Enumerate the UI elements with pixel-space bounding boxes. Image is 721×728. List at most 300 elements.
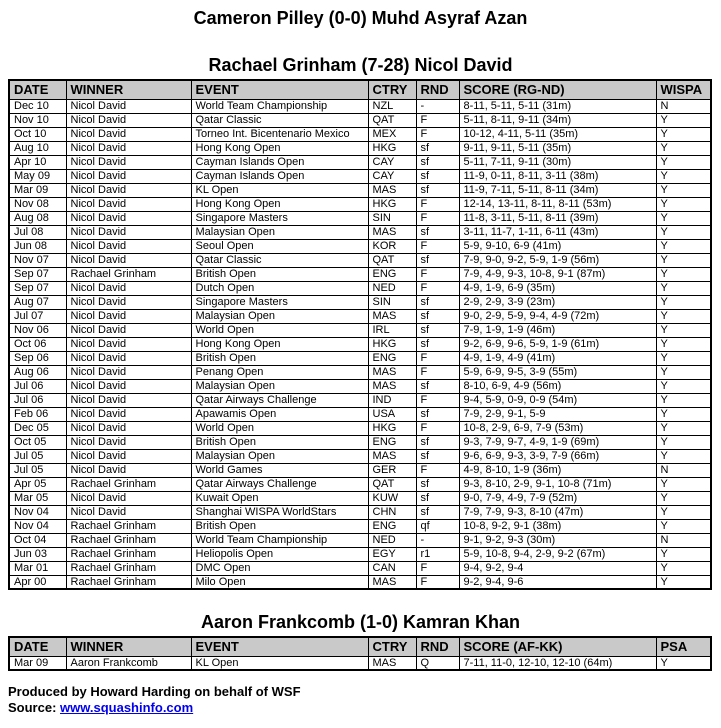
cell-sanction: Y: [656, 239, 711, 253]
table-row: [9, 421, 711, 435]
cell-event: Qatar Classic: [191, 253, 368, 267]
cell-rnd: sf: [416, 435, 459, 449]
source-line: [8, 700, 721, 716]
cell-event: World Games: [191, 463, 368, 477]
cell-ctry: EGY: [368, 547, 416, 561]
cell-score: 5-11, 7-11, 9-11 (30m): [459, 155, 656, 169]
cell-rnd: sf: [416, 309, 459, 323]
cell-rnd: sf: [416, 337, 459, 351]
column-header-ctry: CTRY: [368, 637, 416, 656]
table-row: [9, 365, 711, 379]
cell-sanction: Y: [656, 393, 711, 407]
table-row: [9, 449, 711, 463]
table-row: [9, 169, 711, 183]
cell-score: 10-12, 4-11, 5-11 (35m): [459, 127, 656, 141]
cell-ctry: MAS: [368, 225, 416, 239]
cell-ctry: MAS: [368, 575, 416, 589]
cell-score: 7-9, 4-9, 9-3, 10-8, 9-1 (87m): [459, 267, 656, 281]
cell-date: Apr 10: [9, 155, 66, 169]
footer: [8, 684, 721, 716]
cell-winner: Nicol David: [66, 225, 191, 239]
cell-event: World Team Championship: [191, 99, 368, 113]
cell-date: Oct 10: [9, 127, 66, 141]
column-header-sanction: WISPA: [656, 80, 711, 99]
cell-ctry: NED: [368, 281, 416, 295]
cell-ctry: USA: [368, 407, 416, 421]
cell-sanction: Y: [656, 365, 711, 379]
cell-ctry: QAT: [368, 113, 416, 127]
table-row: [9, 99, 711, 113]
cell-date: Nov 08: [9, 197, 66, 211]
cell-winner: Nicol David: [66, 463, 191, 477]
cell-event: British Open: [191, 519, 368, 533]
cell-event: Malaysian Open: [191, 379, 368, 393]
column-header-score: SCORE (RG-ND): [459, 80, 656, 99]
cell-winner: Nicol David: [66, 379, 191, 393]
table-row: [9, 295, 711, 309]
cell-date: Jun 03: [9, 547, 66, 561]
cell-ctry: SIN: [368, 295, 416, 309]
cell-winner: Aaron Frankcomb: [66, 656, 191, 670]
cell-date: Dec 10: [9, 99, 66, 113]
cell-rnd: sf: [416, 141, 459, 155]
head-to-head-tables: [0, 55, 721, 671]
table-row: [9, 141, 711, 155]
cell-event: British Open: [191, 435, 368, 449]
cell-date: Apr 00: [9, 575, 66, 589]
table-row: [9, 239, 711, 253]
cell-score: 11-9, 7-11, 5-11, 8-11 (34m): [459, 183, 656, 197]
cell-event: Malaysian Open: [191, 449, 368, 463]
cell-rnd: F: [416, 239, 459, 253]
cell-sanction: Y: [656, 211, 711, 225]
cell-score: 7-11, 11-0, 12-10, 12-10 (64m): [459, 656, 656, 670]
column-header-winner: WINNER: [66, 637, 191, 656]
h2h-table: [8, 79, 712, 590]
cell-event: KL Open: [191, 656, 368, 670]
cell-sanction: Y: [656, 656, 711, 670]
table-row: [9, 491, 711, 505]
cell-rnd: F: [416, 281, 459, 295]
cell-winner: Rachael Grinham: [66, 519, 191, 533]
cell-ctry: MAS: [368, 656, 416, 670]
cell-date: Jul 07: [9, 309, 66, 323]
cell-date: Aug 07: [9, 295, 66, 309]
table-row: [9, 656, 711, 670]
cell-rnd: r1: [416, 547, 459, 561]
cell-winner: Nicol David: [66, 407, 191, 421]
cell-rnd: F: [416, 113, 459, 127]
cell-rnd: sf: [416, 407, 459, 421]
cell-date: Oct 06: [9, 337, 66, 351]
cell-score: 7-9, 1-9, 1-9 (46m): [459, 323, 656, 337]
cell-rnd: sf: [416, 477, 459, 491]
cell-winner: Rachael Grinham: [66, 575, 191, 589]
document-page: [0, 8, 721, 716]
cell-winner: Rachael Grinham: [66, 547, 191, 561]
table-row: [9, 309, 711, 323]
cell-event: World Open: [191, 323, 368, 337]
cell-winner: Nicol David: [66, 393, 191, 407]
cell-event: Malaysian Open: [191, 225, 368, 239]
cell-rnd: F: [416, 393, 459, 407]
cell-ctry: CAY: [368, 155, 416, 169]
table-row: [9, 561, 711, 575]
cell-sanction: Y: [656, 477, 711, 491]
cell-sanction: Y: [656, 505, 711, 519]
column-header-event: EVENT: [191, 637, 368, 656]
cell-date: Aug 08: [9, 211, 66, 225]
cell-rnd: sf: [416, 169, 459, 183]
cell-sanction: Y: [656, 547, 711, 561]
cell-rnd: F: [416, 561, 459, 575]
column-header-rnd: RND: [416, 80, 459, 99]
cell-ctry: IND: [368, 393, 416, 407]
cell-winner: Nicol David: [66, 309, 191, 323]
produced-by-text: Produced by Howard Harding on behalf of WSF: [8, 684, 301, 699]
table-row: [9, 435, 711, 449]
table-row: [9, 197, 711, 211]
cell-rnd: Q: [416, 656, 459, 670]
cell-score: 9-2, 6-9, 9-6, 5-9, 1-9 (61m): [459, 337, 656, 351]
cell-rnd: -: [416, 533, 459, 547]
cell-ctry: MEX: [368, 127, 416, 141]
cell-winner: Nicol David: [66, 295, 191, 309]
cell-winner: Nicol David: [66, 449, 191, 463]
cell-rnd: -: [416, 99, 459, 113]
cell-date: Nov 10: [9, 113, 66, 127]
table-row: [9, 225, 711, 239]
cell-sanction: Y: [656, 141, 711, 155]
table-row: [9, 155, 711, 169]
cell-event: Apawamis Open: [191, 407, 368, 421]
cell-winner: Nicol David: [66, 351, 191, 365]
cell-sanction: Y: [656, 435, 711, 449]
cell-winner: Nicol David: [66, 281, 191, 295]
cell-ctry: QAT: [368, 477, 416, 491]
cell-rnd: F: [416, 575, 459, 589]
cell-rnd: F: [416, 267, 459, 281]
cell-sanction: Y: [656, 491, 711, 505]
cell-score: 10-8, 2-9, 6-9, 7-9 (53m): [459, 421, 656, 435]
cell-rnd: F: [416, 365, 459, 379]
cell-rnd: sf: [416, 253, 459, 267]
cell-winner: Nicol David: [66, 183, 191, 197]
cell-winner: Nicol David: [66, 155, 191, 169]
cell-date: Jun 08: [9, 239, 66, 253]
cell-event: Torneo Int. Bicentenario Mexico: [191, 127, 368, 141]
cell-score: 9-0, 7-9, 4-9, 7-9 (52m): [459, 491, 656, 505]
cell-date: Aug 10: [9, 141, 66, 155]
table-row: [9, 547, 711, 561]
cell-sanction: Y: [656, 309, 711, 323]
cell-winner: Nicol David: [66, 211, 191, 225]
cell-ctry: QAT: [368, 253, 416, 267]
cell-winner: Rachael Grinham: [66, 477, 191, 491]
cell-ctry: MAS: [368, 379, 416, 393]
cell-score: 8-10, 6-9, 4-9 (56m): [459, 379, 656, 393]
source-label: Source:: [8, 700, 61, 715]
cell-rnd: sf: [416, 505, 459, 519]
cell-score: 9-2, 9-4, 9-6: [459, 575, 656, 589]
cell-date: Jul 08: [9, 225, 66, 239]
cell-score: 5-9, 6-9, 9-5, 3-9 (55m): [459, 365, 656, 379]
cell-score: 3-11, 11-7, 1-11, 6-11 (43m): [459, 225, 656, 239]
cell-date: Aug 06: [9, 365, 66, 379]
cell-event: World Team Championship: [191, 533, 368, 547]
cell-winner: Nicol David: [66, 99, 191, 113]
cell-score: 11-8, 3-11, 5-11, 8-11 (39m): [459, 211, 656, 225]
cell-score: 4-9, 8-10, 1-9 (36m): [459, 463, 656, 477]
cell-sanction: Y: [656, 155, 711, 169]
column-header-winner: WINNER: [66, 80, 191, 99]
cell-rnd: sf: [416, 155, 459, 169]
cell-ctry: NED: [368, 533, 416, 547]
table-row: [9, 575, 711, 589]
cell-event: Milo Open: [191, 575, 368, 589]
cell-sanction: Y: [656, 113, 711, 127]
cell-sanction: Y: [656, 225, 711, 239]
cell-score: 5-9, 9-10, 6-9 (41m): [459, 239, 656, 253]
cell-sanction: Y: [656, 379, 711, 393]
cell-score: 12-14, 13-11, 8-11, 8-11 (53m): [459, 197, 656, 211]
cell-ctry: KUW: [368, 491, 416, 505]
cell-winner: Nicol David: [66, 421, 191, 435]
cell-winner: Rachael Grinham: [66, 533, 191, 547]
cell-score: 9-4, 9-2, 9-4: [459, 561, 656, 575]
cell-rnd: F: [416, 351, 459, 365]
cell-date: Mar 09: [9, 183, 66, 197]
cell-sanction: N: [656, 463, 711, 477]
cell-date: Oct 04: [9, 533, 66, 547]
cell-date: Nov 04: [9, 519, 66, 533]
cell-event: Hong Kong Open: [191, 337, 368, 351]
cell-sanction: Y: [656, 295, 711, 309]
table-row: [9, 323, 711, 337]
cell-ctry: CAY: [368, 169, 416, 183]
cell-ctry: MAS: [368, 365, 416, 379]
cell-date: Jul 06: [9, 379, 66, 393]
cell-sanction: Y: [656, 561, 711, 575]
cell-event: Singapore Masters: [191, 295, 368, 309]
cell-date: Sep 07: [9, 281, 66, 295]
cell-score: 8-11, 5-11, 5-11 (31m): [459, 99, 656, 113]
cell-date: Sep 07: [9, 267, 66, 281]
table-row: [9, 393, 711, 407]
table-row: [9, 127, 711, 141]
cell-event: Heliopolis Open: [191, 547, 368, 561]
h2h-table: [8, 636, 712, 671]
cell-ctry: HKG: [368, 141, 416, 155]
cell-sanction: N: [656, 99, 711, 113]
table-row: [9, 379, 711, 393]
cell-event: Cayman Islands Open: [191, 169, 368, 183]
cell-sanction: Y: [656, 253, 711, 267]
cell-event: Qatar Classic: [191, 113, 368, 127]
cell-date: Jul 05: [9, 463, 66, 477]
cell-date: May 09: [9, 169, 66, 183]
cell-ctry: ENG: [368, 351, 416, 365]
cell-rnd: sf: [416, 183, 459, 197]
cell-sanction: Y: [656, 323, 711, 337]
page-title: Cameron Pilley (0-0) Muhd Asyraf Azan: [193, 8, 528, 28]
cell-event: Shanghai WISPA WorldStars: [191, 505, 368, 519]
cell-ctry: ENG: [368, 435, 416, 449]
cell-ctry: HKG: [368, 197, 416, 211]
table-row: [9, 211, 711, 225]
cell-date: Apr 05: [9, 477, 66, 491]
cell-winner: Nicol David: [66, 323, 191, 337]
cell-score: 9-3, 7-9, 9-7, 4-9, 1-9 (69m): [459, 435, 656, 449]
cell-date: Jul 06: [9, 393, 66, 407]
cell-score: 10-8, 9-2, 9-1 (38m): [459, 519, 656, 533]
cell-winner: Nicol David: [66, 253, 191, 267]
cell-rnd: sf: [416, 295, 459, 309]
cell-date: Mar 01: [9, 561, 66, 575]
cell-sanction: N: [656, 533, 711, 547]
column-header-date: DATE: [9, 80, 66, 99]
cell-ctry: MAS: [368, 183, 416, 197]
cell-ctry: NZL: [368, 99, 416, 113]
cell-score: 9-1, 9-2, 9-3 (30m): [459, 533, 656, 547]
table-row: [9, 351, 711, 365]
cell-event: Cayman Islands Open: [191, 155, 368, 169]
cell-date: Nov 04: [9, 505, 66, 519]
cell-date: Dec 05: [9, 421, 66, 435]
cell-sanction: Y: [656, 449, 711, 463]
cell-ctry: ENG: [368, 519, 416, 533]
cell-sanction: Y: [656, 337, 711, 351]
cell-ctry: GER: [368, 463, 416, 477]
cell-rnd: sf: [416, 449, 459, 463]
column-header-ctry: CTRY: [368, 80, 416, 99]
column-header-sanction: PSA: [656, 637, 711, 656]
table-row: [9, 183, 711, 197]
column-header-rnd: RND: [416, 637, 459, 656]
cell-rnd: F: [416, 127, 459, 141]
table-row: [9, 505, 711, 519]
table-row: [9, 407, 711, 421]
cell-ctry: IRL: [368, 323, 416, 337]
table-title: Aaron Frankcomb (1-0) Kamran Khan: [200, 612, 521, 632]
cell-sanction: Y: [656, 197, 711, 211]
cell-score: 11-9, 0-11, 8-11, 3-11 (38m): [459, 169, 656, 183]
table-row: [9, 533, 711, 547]
cell-rnd: sf: [416, 491, 459, 505]
table-row: [9, 113, 711, 127]
table-row: [9, 519, 711, 533]
cell-ctry: CAN: [368, 561, 416, 575]
cell-winner: Nicol David: [66, 365, 191, 379]
cell-event: British Open: [191, 351, 368, 365]
cell-event: Penang Open: [191, 365, 368, 379]
cell-winner: Nicol David: [66, 127, 191, 141]
cell-event: World Open: [191, 421, 368, 435]
cell-event: Qatar Airways Challenge: [191, 393, 368, 407]
cell-winner: Nicol David: [66, 141, 191, 155]
cell-score: 7-9, 2-9, 9-1, 5-9: [459, 407, 656, 421]
cell-score: 9-11, 9-11, 5-11 (35m): [459, 141, 656, 155]
cell-event: Qatar Airways Challenge: [191, 477, 368, 491]
cell-score: 7-9, 7-9, 9-3, 8-10 (47m): [459, 505, 656, 519]
cell-winner: Nicol David: [66, 113, 191, 127]
cell-date: Oct 05: [9, 435, 66, 449]
table-row: [9, 477, 711, 491]
cell-event: KL Open: [191, 183, 368, 197]
column-header-date: DATE: [9, 637, 66, 656]
cell-rnd: sf: [416, 323, 459, 337]
cell-sanction: Y: [656, 183, 711, 197]
header-row: [9, 637, 711, 656]
cell-winner: Nicol David: [66, 337, 191, 351]
cell-event: Dutch Open: [191, 281, 368, 295]
cell-score: 4-9, 1-9, 4-9 (41m): [459, 351, 656, 365]
cell-score: 2-9, 2-9, 3-9 (23m): [459, 295, 656, 309]
cell-event: Malaysian Open: [191, 309, 368, 323]
cell-event: Kuwait Open: [191, 491, 368, 505]
cell-date: Nov 07: [9, 253, 66, 267]
cell-rnd: F: [416, 211, 459, 225]
cell-score: 5-11, 8-11, 9-11 (34m): [459, 113, 656, 127]
source-link[interactable]: www.squashinfo.com: [60, 700, 194, 715]
cell-ctry: CHN: [368, 505, 416, 519]
cell-ctry: KOR: [368, 239, 416, 253]
cell-date: Mar 05: [9, 491, 66, 505]
cell-event: British Open: [191, 267, 368, 281]
cell-rnd: sf: [416, 225, 459, 239]
cell-date: Nov 06: [9, 323, 66, 337]
cell-event: Hong Kong Open: [191, 197, 368, 211]
cell-ctry: SIN: [368, 211, 416, 225]
cell-date: Sep 06: [9, 351, 66, 365]
cell-winner: Nicol David: [66, 435, 191, 449]
cell-ctry: ENG: [368, 267, 416, 281]
cell-score: 9-4, 5-9, 0-9, 0-9 (54m): [459, 393, 656, 407]
cell-rnd: F: [416, 463, 459, 477]
cell-ctry: HKG: [368, 421, 416, 435]
cell-score: 7-9, 9-0, 9-2, 5-9, 1-9 (56m): [459, 253, 656, 267]
cell-score: 9-6, 6-9, 9-3, 3-9, 7-9 (66m): [459, 449, 656, 463]
cell-score: 9-3, 8-10, 2-9, 9-1, 10-8 (71m): [459, 477, 656, 491]
cell-rnd: qf: [416, 519, 459, 533]
cell-sanction: Y: [656, 267, 711, 281]
header-row: [9, 80, 711, 99]
cell-rnd: F: [416, 197, 459, 211]
table-row: [9, 253, 711, 267]
cell-sanction: Y: [656, 281, 711, 295]
cell-winner: Nicol David: [66, 169, 191, 183]
cell-event: Hong Kong Open: [191, 141, 368, 155]
cell-date: Mar 09: [9, 656, 66, 670]
cell-rnd: F: [416, 421, 459, 435]
table-row: [9, 337, 711, 351]
cell-winner: Nicol David: [66, 197, 191, 211]
cell-ctry: MAS: [368, 309, 416, 323]
cell-winner: Nicol David: [66, 505, 191, 519]
cell-score: 4-9, 1-9, 6-9 (35m): [459, 281, 656, 295]
cell-ctry: HKG: [368, 337, 416, 351]
table-row: [9, 267, 711, 281]
column-header-score: SCORE (AF-KK): [459, 637, 656, 656]
cell-sanction: Y: [656, 407, 711, 421]
cell-winner: Rachael Grinham: [66, 561, 191, 575]
table-row: [9, 463, 711, 477]
cell-score: 9-0, 2-9, 5-9, 9-4, 4-9 (72m): [459, 309, 656, 323]
cell-sanction: Y: [656, 127, 711, 141]
table-title: Rachael Grinham (7-28) Nicol David: [208, 55, 513, 75]
cell-winner: Rachael Grinham: [66, 267, 191, 281]
cell-sanction: Y: [656, 519, 711, 533]
